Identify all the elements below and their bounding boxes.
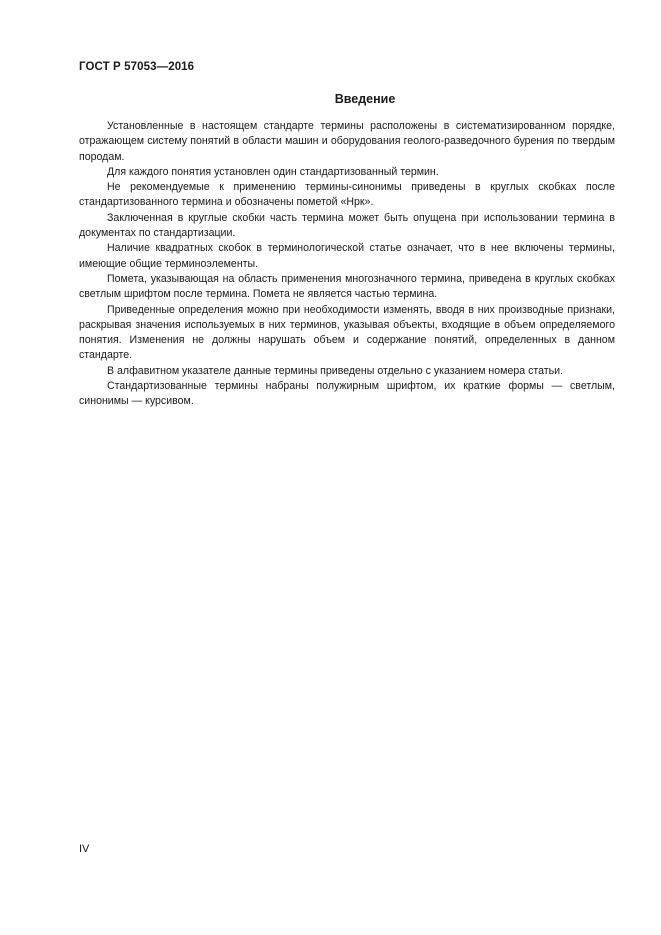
- section-title: Введение: [334, 92, 396, 106]
- paragraph: Для каждого понятия установлен один стандартизованный термин.: [107, 165, 439, 178]
- page-number: IV: [79, 843, 90, 855]
- paragraph: Установленные в настоящем стандарте термины расположены в систематизированном порядке, отражающем систему понятий в области машин и оборудования геолого-разведочного бурения по твердым породам.: [79, 120, 615, 163]
- paragraph: Помета, указывающая на область применения многозначного термина, приведена в круглых скобках светлым шрифтом после термина. Помета не является частью термина.: [79, 272, 615, 301]
- paragraph: Наличие квадратных скобок в терминологической статье означает, что в нее включены термины, имеющие общие терминоэлементы.: [79, 242, 615, 270]
- standard-code: ГОСТ Р 57053—2016: [79, 61, 195, 73]
- document-header: [79, 61, 194, 73]
- paragraph: Приведенные определения можно при необходимости изменять, вводя в них производные признаки, раскрывая значения используемых в них терминов, указывая объекты, входящие в объем определяемого понятия. Изменения не должны нарушать объем и содержание понятий, определенных в данном стандарте.: [79, 303, 615, 362]
- paragraph: Не рекомендуемые к применению термины-синонимы приведены в круглых скобках после стандартизованного термина и обозначены пометой «Нрк».: [79, 181, 615, 209]
- paragraph: Стандартизованные термины набраны полужирным шрифтом, их краткие формы — светлым, синонимы — курсивом.: [79, 380, 615, 408]
- paragraph: Заключенная в круглые скобки часть термина может быть опущена при использовании термина в документах по стандартизации.: [79, 211, 615, 240]
- section-body: [79, 119, 615, 410]
- paragraph: В алфавитном указателе данные термины приведены отдельно с указанием номера статьи.: [107, 364, 563, 377]
